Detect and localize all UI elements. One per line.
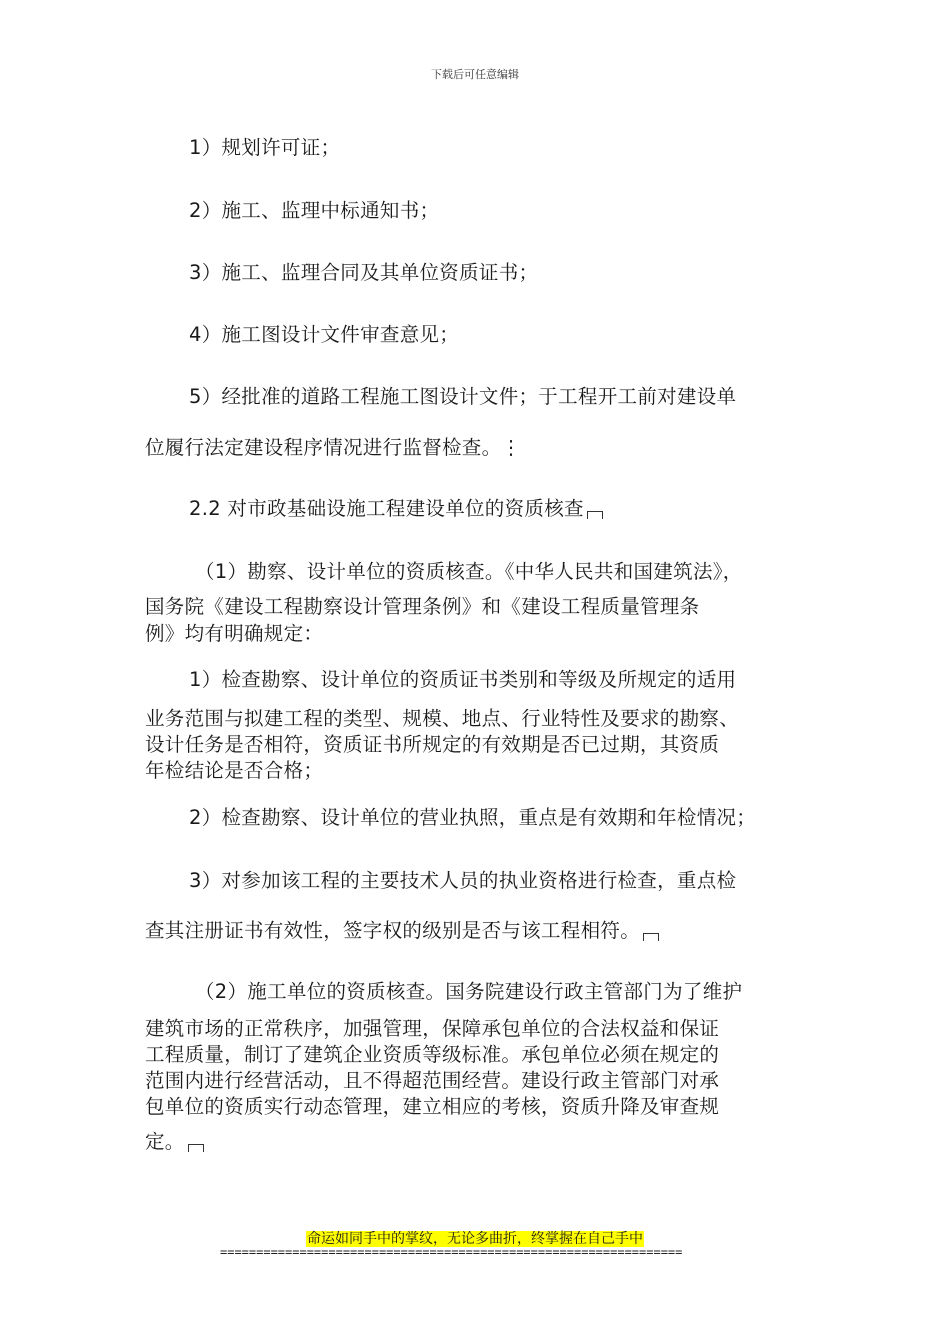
text-line: 例》均有明确规定： — [145, 622, 324, 645]
paragraph-mark-icon — [643, 933, 659, 941]
text-line: 设计任务是否相符，资质证书所规定的有效期是否已过期，其资质 — [145, 733, 720, 756]
text-line: 范围内进行经营活动，且不得超范围经营。建设行政主管部门对承 — [145, 1069, 720, 1092]
paragraph-mark-icon — [587, 511, 603, 519]
text-line: 4）施工图设计文件审查意见； — [189, 323, 460, 346]
text-line: 建筑市场的正常秩序，加强管理，保障承包单位的合法权益和保证 — [145, 1017, 720, 1040]
text-line — [145, 919, 659, 943]
text-line: 3）对参加该工程的主要技术人员的执业资格进行检查，重点检 — [189, 869, 737, 892]
section-heading-text: 2.2 对市政基础设施工程建设单位的资质核查 — [189, 497, 584, 520]
footer-rule: ================================================================ — [220, 1245, 683, 1259]
text-line: 位履行法定建设程序情况进行监督检查。⋮ — [145, 436, 522, 459]
text-line: 1）检查勘察、设计单位的资质证书类别和等级及所规定的适用 — [189, 668, 737, 691]
text-line: （1）勘察、设计单位的资质核查。《中华人民共和国建筑法》， — [195, 560, 743, 583]
text-line: 2）施工、监理中标通知书； — [189, 199, 440, 222]
text-line: 工程质量，制订了建筑企业资质等级标准。承包单位必须在规定的 — [145, 1043, 720, 1066]
footer-quote-text: 命运如同手中的掌纹，无论多曲折，终掌握在自己手中 — [307, 1231, 643, 1247]
text-line — [145, 1130, 204, 1154]
text-line: 包单位的资质实行动态管理，建立相应的考核，资质升降及审查规 — [145, 1095, 720, 1118]
text-line: （2）施工单位的资质核查。国务院建设行政主管部门为了维护 — [195, 980, 743, 1003]
text-line: 5）经批准的道路工程施工图设计文件；于工程开工前对建设单 — [189, 385, 737, 408]
text-line-content: 定。 — [145, 1130, 185, 1153]
page-header-note: 下载后可任意编辑 — [431, 68, 519, 81]
paragraph-mark-icon — [188, 1144, 204, 1152]
text-line: 3）施工、监理合同及其单位资质证书； — [189, 261, 539, 284]
section-heading — [189, 497, 603, 521]
text-line: 2）检查勘察、设计单位的营业执照，重点是有效期和年检情况； — [189, 806, 757, 829]
text-line: 1）规划许可证； — [189, 136, 341, 159]
text-line-content: 查其注册证书有效性，签字权的级别是否与该工程相符。 — [145, 919, 641, 942]
text-line: 业务范围与拟建工程的类型、规模、地点、行业特性及要求的勘察、 — [145, 707, 740, 730]
text-line: 国务院《建设工程勘察设计管理条例》和《建设工程质量管理条 — [145, 595, 700, 618]
text-line: 年检结论是否合格； — [145, 759, 324, 782]
